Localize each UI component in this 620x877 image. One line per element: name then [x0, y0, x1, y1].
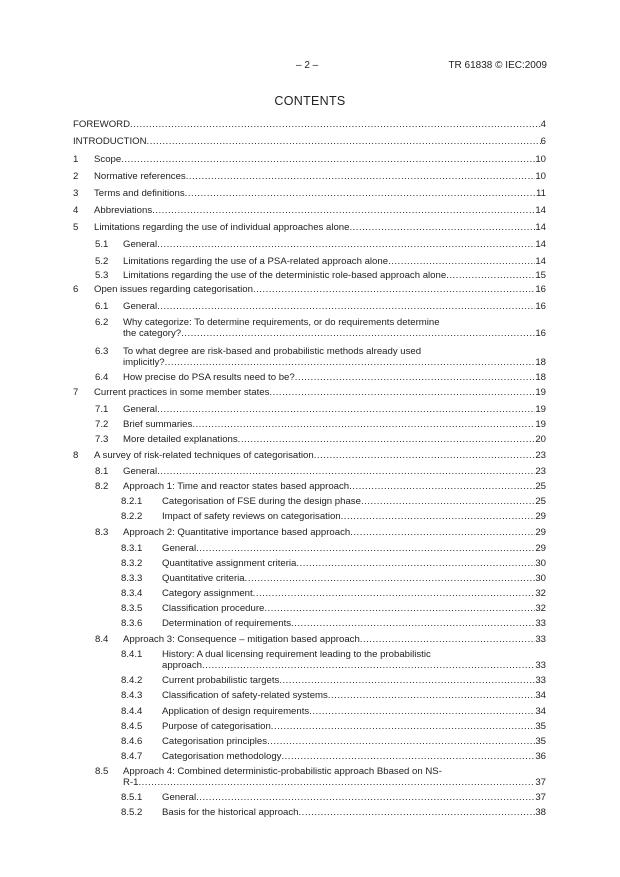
toc-entry-title: Impact of safety reviews on categorisation — [162, 511, 341, 522]
toc-entry[interactable] — [73, 205, 546, 216]
toc-entry-title: Approach 1: Time and reactor states based approach — [123, 481, 350, 492]
toc-entry-page: 19 — [535, 404, 546, 415]
dot-leader — [192, 419, 535, 430]
toc-entry-page: 37 — [535, 777, 546, 788]
toc-entry[interactable] — [73, 434, 546, 445]
dot-leader — [152, 205, 535, 216]
toc-entry-number: 7 — [73, 387, 79, 398]
toc-entry-page: 14 — [535, 222, 546, 233]
toc-entry-number: 5.2 — [95, 256, 109, 267]
toc-entry-page: 16 — [535, 328, 546, 339]
toc-entry-page: 19 — [535, 419, 546, 430]
toc-entry-title: General — [123, 301, 158, 312]
toc-entry-page: 37 — [535, 792, 546, 803]
dot-leader — [238, 434, 536, 445]
dot-leader — [296, 558, 535, 569]
toc-entry[interactable] — [73, 466, 546, 477]
toc-entry-page: 38 — [535, 807, 546, 818]
dot-leader — [299, 807, 536, 818]
toc-entry-title: Classification procedure — [162, 603, 265, 614]
toc-entry[interactable] — [73, 346, 546, 368]
toc-entry-title: A survey of risk-related techniques of categorisation — [94, 450, 314, 461]
toc-entry-title: Terms and definitions — [94, 188, 185, 199]
toc-entry-title: General — [162, 543, 197, 554]
toc-entry-number: 8.2 — [95, 481, 109, 492]
dot-leader — [361, 496, 535, 507]
toc-entry-page: 14 — [535, 239, 546, 250]
toc-entry-page: 16 — [535, 284, 546, 295]
toc-entry[interactable] — [73, 721, 546, 732]
toc-entry-title: Categorisation of FSE during the design phase — [162, 496, 361, 507]
toc-entry-number: 5 — [73, 222, 79, 233]
toc-entry-title-continued: the category? — [123, 328, 182, 339]
dot-leader — [264, 603, 535, 614]
toc-entry-number: 8.4.2 — [121, 675, 143, 686]
toc-entry-title: More detailed explanations — [123, 434, 238, 445]
dot-leader — [138, 777, 535, 788]
dot-leader — [269, 387, 535, 398]
toc-entry-page: 14 — [535, 256, 546, 267]
toc-entry-page: 15 — [535, 270, 546, 281]
toc-entry-title-continued: approach — [162, 660, 203, 671]
toc-entry-number: 8.3.2 — [121, 558, 143, 569]
dot-leader — [267, 736, 535, 747]
toc-entry-number: 5.1 — [95, 239, 109, 250]
toc-entry-number: 6.2 — [95, 317, 109, 328]
dot-leader — [157, 239, 535, 250]
toc-entry-title: Limitations regarding the use of the deterministic role-based approach alone — [123, 270, 447, 281]
page-number: – 2 – — [296, 60, 319, 71]
page-title: CONTENTS — [274, 94, 346, 108]
toc-entry-number: 8.2.1 — [121, 496, 143, 507]
toc-entry-page: 32 — [535, 603, 546, 614]
toc-entry-number: 3 — [73, 188, 79, 199]
toc-entry-number: 7.2 — [95, 419, 109, 430]
toc-entry-number: 8.3.4 — [121, 588, 143, 599]
toc-entry-page: 20 — [535, 434, 546, 445]
dot-leader — [291, 618, 535, 629]
toc-entry-page: 23 — [535, 450, 546, 461]
toc-entry-title: FOREWORD — [73, 119, 131, 130]
toc-entry[interactable] — [73, 736, 546, 747]
toc-entry-number: 8.3.6 — [121, 618, 143, 629]
toc-entry-number: 8.4.4 — [121, 706, 143, 717]
toc-entry-number: 8.4.7 — [121, 751, 143, 762]
toc-entry-page: 25 — [535, 496, 546, 507]
dot-leader — [279, 675, 535, 686]
dot-leader — [349, 222, 535, 233]
toc-entry-title-continued: implicitly? — [123, 357, 165, 368]
toc-entry-page: 18 — [535, 372, 546, 383]
toc-entry-title: Approach 3: Consequence – mitigation based approach — [123, 634, 360, 645]
document-reference: TR 61838 © IEC:2009 — [448, 60, 547, 71]
toc-entry-number: 6.1 — [95, 301, 109, 312]
toc-entry-title: Classification of safety-related systems — [162, 690, 328, 701]
toc-entry-title: General — [123, 404, 158, 415]
toc-entry-title: Determination of requirements — [162, 618, 292, 629]
toc-entry-title: To what degree are risk-based and probabilistic methods already used — [123, 346, 422, 357]
toc-entry-number: 8.5 — [95, 766, 109, 777]
toc-entry-number: 8.3.3 — [121, 573, 143, 584]
toc-entry-page: 11 — [536, 188, 546, 199]
toc-entry[interactable] — [73, 706, 546, 717]
toc-entry-page: 35 — [535, 721, 546, 732]
toc-entry-page: 6 — [540, 136, 546, 147]
toc-entry-title: Current probabilistic targets — [162, 675, 280, 686]
dot-leader — [147, 136, 541, 147]
toc-entry[interactable] — [73, 136, 546, 147]
toc-entry[interactable] — [73, 573, 546, 584]
dot-leader — [341, 511, 536, 522]
toc-entry-number: 8.4.6 — [121, 736, 143, 747]
toc-entry[interactable] — [73, 751, 546, 762]
toc-entry-number: 8.4.3 — [121, 690, 143, 701]
dot-leader — [360, 634, 536, 645]
toc-entry-title: Current practices in some member states — [94, 387, 270, 398]
toc-entry-page: 33 — [535, 634, 546, 645]
toc-entry-title: Approach 2: Quantitative importance based approach — [123, 527, 351, 538]
toc-entry-number: 8.4 — [95, 634, 109, 645]
toc-entry-title: Open issues regarding categorisation — [94, 284, 253, 295]
toc-entry[interactable] — [73, 419, 546, 430]
toc-entry-page: 35 — [535, 736, 546, 747]
toc-entry[interactable] — [73, 154, 546, 165]
toc-entry[interactable] — [73, 675, 546, 686]
toc-entry[interactable] — [73, 511, 546, 522]
dot-leader — [245, 573, 536, 584]
toc-entry-page: 34 — [535, 690, 546, 701]
toc-entry[interactable] — [73, 634, 546, 645]
toc-entry-number: 8.1 — [95, 466, 109, 477]
toc-entry-page: 19 — [535, 387, 546, 398]
toc-entry[interactable] — [73, 188, 546, 199]
toc-entry-page: 4 — [540, 119, 546, 130]
toc-entry-number: 2 — [73, 171, 79, 182]
toc-entry[interactable] — [73, 317, 546, 339]
toc-entry-title: Limitations regarding the use of a PSA-related approach alone — [123, 256, 389, 267]
toc-entry[interactable] — [73, 387, 546, 398]
dot-leader — [196, 792, 535, 803]
toc-entry-title: General — [123, 466, 158, 477]
toc-entry-page: 34 — [535, 706, 546, 717]
toc-entry-number: 8.5.1 — [121, 792, 143, 803]
toc-entry-number: 7.3 — [95, 434, 109, 445]
toc-entry[interactable] — [73, 558, 546, 569]
toc-entry-number: 7.1 — [95, 404, 109, 415]
dot-leader — [253, 588, 536, 599]
toc-entry-number: 6.4 — [95, 372, 109, 383]
toc-entry[interactable] — [73, 690, 546, 701]
dot-leader — [157, 404, 535, 415]
dot-leader — [157, 466, 535, 477]
toc-entry[interactable] — [73, 496, 546, 507]
toc-entry-title: Basis for the historical approach — [162, 807, 299, 818]
toc-entry-title: General — [162, 792, 197, 803]
toc-entry-title: Scope — [94, 154, 122, 165]
toc-entry[interactable] — [73, 301, 546, 312]
dot-leader — [388, 256, 535, 267]
dot-leader — [349, 481, 535, 492]
toc-entry-number: 8.4.1 — [121, 649, 143, 660]
toc-entry-page: 32 — [535, 588, 546, 599]
toc-entry-page: 33 — [535, 675, 546, 686]
dot-leader — [165, 357, 536, 368]
toc-entry-page: 14 — [535, 205, 546, 216]
toc-entry-number: 8.3 — [95, 527, 109, 538]
dot-leader — [130, 119, 541, 130]
dot-leader — [196, 543, 535, 554]
toc-entry-number: 4 — [73, 205, 79, 216]
toc-entry-page: 10 — [535, 171, 546, 182]
toc-entry-title: Limitations regarding the use of individual approaches alone — [94, 222, 350, 233]
toc-entry-page: 30 — [535, 573, 546, 584]
toc-entry[interactable] — [73, 404, 546, 415]
toc-entry-page: 30 — [535, 558, 546, 569]
toc-entry-title: Approach 4: Combined deterministic-probabilistic approach Bbased on NS- — [123, 766, 442, 777]
dot-leader — [202, 660, 535, 671]
toc-entry-page: 33 — [535, 660, 546, 671]
toc-entry[interactable] — [73, 543, 546, 554]
toc-entry-number: 8.2.2 — [121, 511, 143, 522]
toc-entry[interactable] — [73, 527, 546, 538]
dot-leader — [281, 751, 535, 762]
toc-entry-page: 10 — [535, 154, 546, 165]
toc-entry[interactable] — [73, 588, 546, 599]
toc-entry[interactable] — [73, 239, 546, 250]
toc-entry-title: Purpose of categorisation — [162, 721, 271, 732]
toc-entry-number: 8.3.1 — [121, 543, 143, 554]
dot-leader — [121, 154, 535, 165]
toc-entry-page: 23 — [535, 466, 546, 477]
dot-leader — [253, 284, 535, 295]
toc-entry-page: 29 — [535, 543, 546, 554]
toc-entry-number: 8 — [73, 450, 79, 461]
dot-leader — [185, 188, 536, 199]
dot-leader — [314, 450, 536, 461]
toc-entry-number: 1 — [73, 154, 79, 165]
toc-entry[interactable] — [73, 618, 546, 629]
toc-entry[interactable] — [73, 270, 546, 281]
toc-entry[interactable] — [73, 171, 546, 182]
dot-leader — [157, 301, 535, 312]
toc-entry[interactable] — [73, 450, 546, 461]
dot-leader — [350, 527, 535, 538]
dot-leader — [309, 706, 535, 717]
toc-entry-title: History: A dual licensing requirement leading to the probabilistic — [162, 649, 431, 660]
toc-entry[interactable] — [73, 649, 546, 671]
dot-leader — [295, 372, 536, 383]
dot-leader — [446, 270, 535, 281]
toc-entry[interactable] — [73, 792, 546, 803]
toc-entry[interactable] — [73, 222, 546, 233]
toc-entry-title: Categorisation methodology — [162, 751, 282, 762]
toc-entry-title: Categorisation principles — [162, 736, 268, 747]
toc-entry[interactable] — [73, 603, 546, 614]
toc-entry-page: 33 — [535, 618, 546, 629]
toc-entry-title: INTRODUCTION — [73, 136, 147, 147]
toc-entry-number: 8.5.2 — [121, 807, 143, 818]
toc-entry-page: 16 — [535, 301, 546, 312]
toc-entry[interactable] — [73, 481, 546, 492]
dot-leader — [186, 171, 536, 182]
toc-entry-page: 18 — [535, 357, 546, 368]
toc-entry-page: 29 — [535, 511, 546, 522]
toc-entry[interactable] — [73, 372, 546, 383]
toc-entry-page: 36 — [535, 751, 546, 762]
toc-entry-title: General — [123, 239, 158, 250]
toc-entry[interactable] — [73, 256, 546, 267]
toc-entry[interactable] — [73, 766, 546, 788]
dot-leader — [271, 721, 536, 732]
dot-leader — [328, 690, 536, 701]
toc-entry-title: Abbreviations — [94, 205, 153, 216]
toc-entry-title: Application of design requirements — [162, 706, 310, 717]
toc-entry-title: Category assignment — [162, 588, 253, 599]
toc-entry[interactable] — [73, 119, 546, 130]
toc-entry-number: 6.3 — [95, 346, 109, 357]
toc-entry-title: Brief summaries — [123, 419, 193, 430]
toc-entry-title-continued: R-1 — [123, 777, 139, 788]
toc-entry-page: 29 — [535, 527, 546, 538]
toc-entry-title: Why categorize: To determine requirements, or do requirements determine — [123, 317, 440, 328]
toc-entry-number: 8.4.5 — [121, 721, 143, 732]
toc-entry-title: Quantitative criteria — [162, 573, 245, 584]
toc-entry-number: 8.3.5 — [121, 603, 143, 614]
toc-entry-title: How precise do PSA results need to be? — [123, 372, 295, 383]
toc-entry[interactable] — [73, 284, 546, 295]
toc-entry-title: Quantitative assignment criteria — [162, 558, 297, 569]
dot-leader — [181, 328, 535, 339]
toc-entry-page: 25 — [535, 481, 546, 492]
toc-entry-title: Normative references — [94, 171, 186, 182]
toc-entry-number: 5.3 — [95, 270, 109, 281]
toc-entry[interactable] — [73, 807, 546, 818]
toc-entry-number: 6 — [73, 284, 79, 295]
